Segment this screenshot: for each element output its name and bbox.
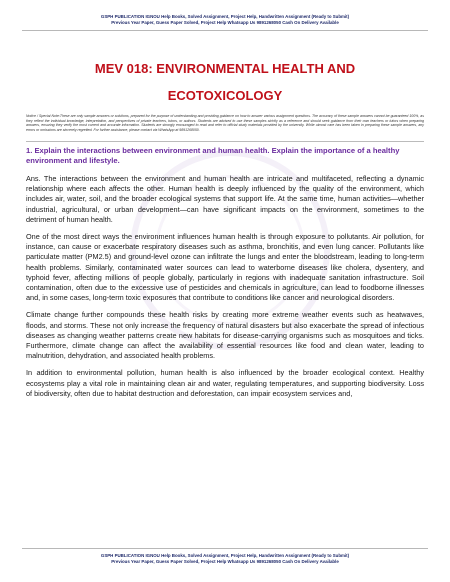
question-heading: 1. Explain the interactions between environment and human health. Explain the importance of a healthy environment and lifestyle. <box>26 146 400 166</box>
disclaimer-note: Notice / Special Note:These are only sample answers or solutions, prepared for the purpose of understanding and providing guidance on how to answer various assignment questions. The accuracy of these sample answers cannot be guaranteed 100%, as they reflect the individual knowledge, interpretation, and perspectives of private teachers, tutors, or authors. Students are advised to use these samples strictly as a reference and should seek guidance from their own teachers or tutors when preparing answers, ensuring they verify the most current and accurate information. Students are strongly encouraged to read and refer to official study materials provided by the university. While utmost care has been taken in preparing these sample answers, any errors or omissions are sincerely regretted. For further assistance, please contact via WhatsApp at 9891268050. <box>26 114 424 132</box>
page-footer <box>22 553 428 565</box>
footer-divider <box>22 548 428 549</box>
footer-line-2: Previous Year Paper, Guess Paper Solved, Project Help Whatsapp Us 9891268050 Cash On Delivery Available <box>111 559 339 564</box>
footer-line-1: GSPH PUBLICATION IGNOU Help Books, Solved Assignment, Project Help, Handwritten Assignment (Ready to Submit) <box>100 553 350 558</box>
header-line-2: Previous Year Paper, Guess Paper Solved, Project Help Whatsapp Us 9891268050 Cash On Delivery Available <box>111 20 339 25</box>
answer-paragraph-1: Ans. The interactions between the environment and human health are intricate and multifaceted, reflecting a dynamic relationship where each affects the other. Human health is deeply influenced by the quality of the environment, which includes air, water, soil, and the broader ecological systems that support life. At the same time, human activities—whether industrial, agricultural, or urban development—can have significant impacts on the environment, sometimes to the detriment of human health. <box>26 174 424 224</box>
page-header <box>22 14 428 26</box>
answer-body <box>26 174 424 406</box>
answer-paragraph-4: In addition to environmental pollution, human health is also influenced by the broader ecological context. Healthy ecosystems play a vital role in maintaining clean air and water, regulating temperatures, and supporting biodiversity. Loss of biodiversity, often due to habitat destruction and deforestation, can impair ecosystem services and, <box>26 368 424 398</box>
disclaimer-divider <box>26 141 424 142</box>
title-line-2: ECOTOXICOLOGY <box>167 88 283 103</box>
title-line-1: MEV 018: ENVIRONMENTAL HEALTH AND <box>94 61 356 76</box>
header-divider <box>22 30 428 31</box>
document-title <box>0 55 450 109</box>
answer-paragraph-2: One of the most direct ways the environment influences human health is through exposure to pollutants. Air pollution, for instance, can cause or exacerbate respiratory diseases such as asthma, bronchitis, and even lung cancer. Pollutants like particulate matter (PM2.5) and ground-level ozone can infiltrate the lungs and enter the bloodstream, leading to long-term health problems. Similarly, contaminated water sources can lead to waterborne diseases like cholera, dysentery, and typhoid fever, affecting millions of people globally, particularly in regions with inadequate sanitation infrastructure. Soil contamination, often due to the excessive use of pesticides and chemicals in agriculture, can lead to foodborne illnesses and, in some cases, long-term toxic exposures that contribute to conditions like cancer and neurological disorders. <box>26 232 424 303</box>
answer-paragraph-3: Climate change further compounds these health risks by creating more extreme weather events such as heatwaves, floods, and storms. These not only increase the frequency of natural disasters but also exacerbate the spread of infectious diseases as changing weather patterns create new habitats for disease-carrying organisms such as mosquitoes and ticks. Furthermore, climate change can affect the availability of essential resources like food and clean water, leading to malnutrition, dehydration, and associated health problems. <box>26 310 424 361</box>
header-line-1: GSPH PUBLICATION IGNOU Help Books, Solved Assignment, Project Help, Handwritten Assignment (Ready to Submit) <box>100 14 350 19</box>
